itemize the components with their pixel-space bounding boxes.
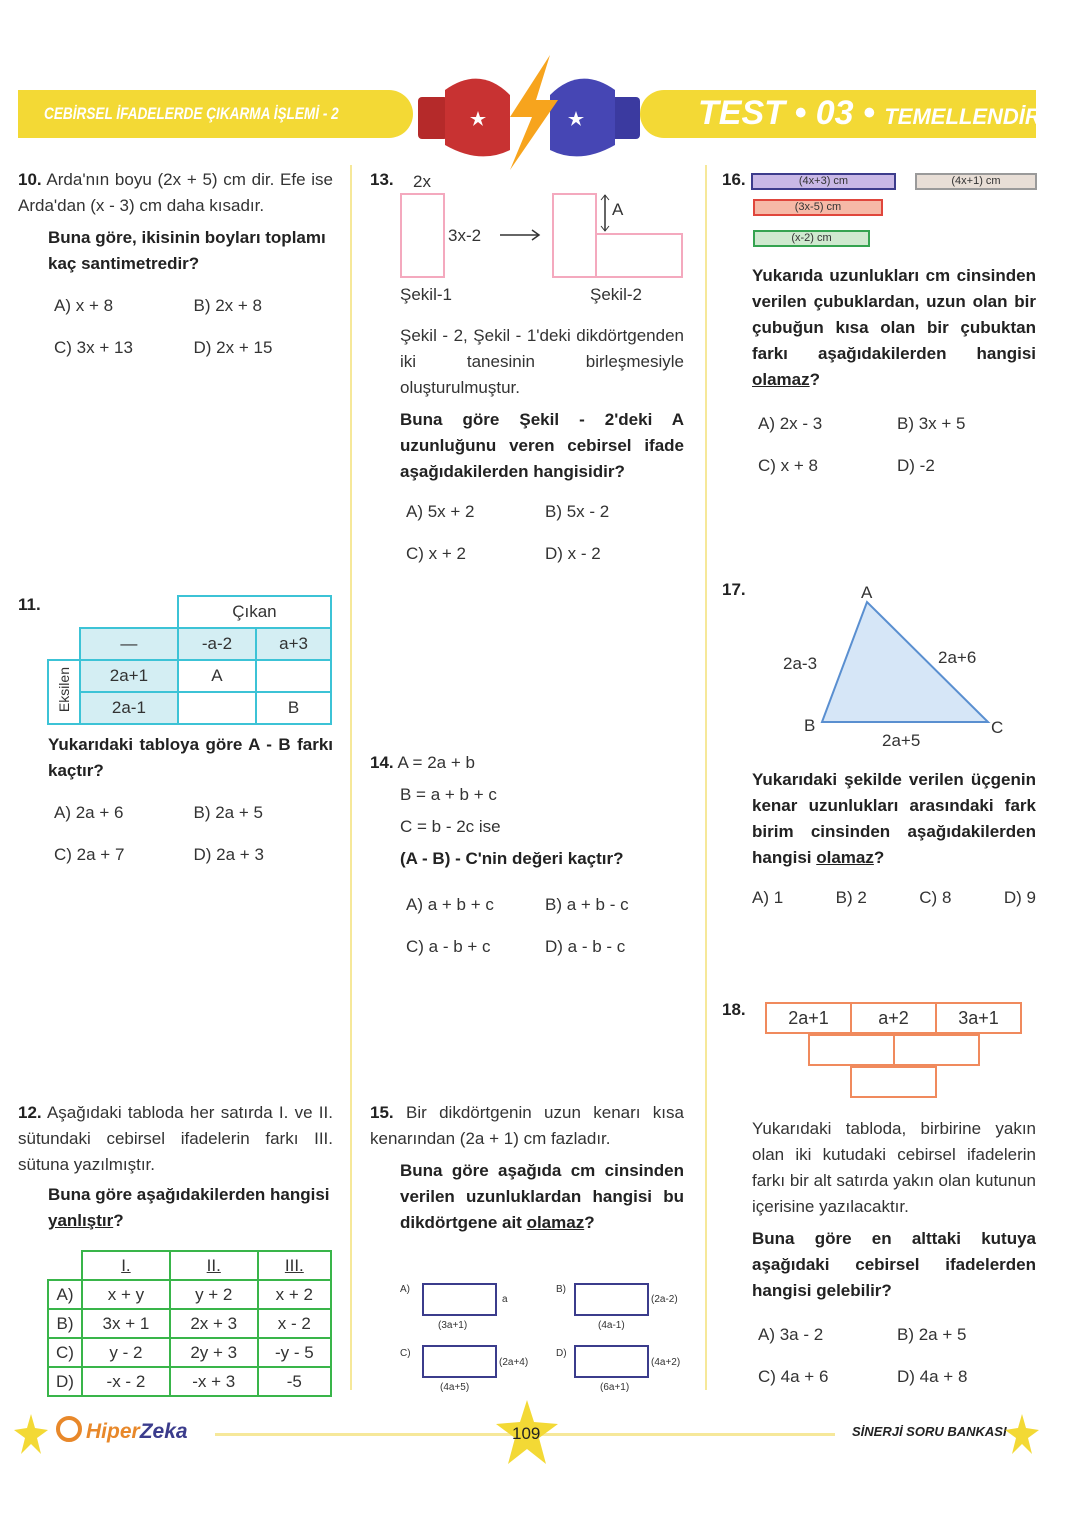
side-bc: 2a+5 [882,731,921,750]
option-b[interactable]: B) 5x - 2 [545,502,610,521]
question-16: Yukarıda uzunlukları cm cinsinden verilen çubuklardan, uzun olan bir çubuğun kısa olan bir çubuktan farkı aşağıdakilerden hangisi olamaz? A) 2x - 3 B) 3x + 5 C) x + 8 D) -2 [752,263,1036,479]
option-a[interactable]: A) x + 8 [54,296,114,315]
page-number: 109 [512,1424,541,1443]
option-b[interactable]: B) 2a + 5 [193,803,263,822]
question-15: 15. Bir dikdörtgenin uzun kenarı kısa kenarından (2a + 1) cm fazladır. Buna göre aşağıda cm cinsinden verilen uzunluklardan hangisi bu dikdörtgene ait olamaz? [370,1103,684,1232]
test-title: TEST • 03 • TEMELLENDİRME [698,94,1074,132]
question-17: Yukarıdaki şekilde verilen üçgenin kenar uzunlukları arasındaki fark birim cinsinden aşağıdakilerden hangisi olamaz? A) 1 B) 2 C) 8 D) 9 [752,767,1036,911]
option-d[interactable]: D) a - b - c [545,937,626,956]
expressions-table: I. II. III. A) x + y y + 2 x + 2 B) 3x + 1 2x + 3 x - 2 C) y - 2 2y + 3 -y - 5 D) -x - 2 -x + 3 -5 [47,1250,332,1397]
label-3x-2: 3x-2 [448,226,482,245]
question-12: 12. Aşağıdaki tabloda her satırda I. ve II. sütundaki cebirsel ifadelerin farkı III. sütuna yazılmıştır. Buna göre aşağıdakilerden hangisi yanlıştır? [18,1103,333,1230]
question-18: Yukarıdaki tabloda, birbirine yakın olan iki kutudaki cebirsel ifadelerin farkı bir alt satırda yakın olan kutunun içerisine yazılacaktır. Buna göre en alttaki kutuya aşağıdaki cebirsel ifadelerden hangisi gelebilir? A) 3a - 2 B) 2a + 5 C) 4a + 6 D) 4a + 8 [752,1116,1036,1390]
book-title: SİNERJİ SORU BANKASI [852,1424,1007,1439]
rectangle-fig2-horizontal [595,233,683,278]
boxing-gloves-icon [410,55,650,170]
question-14: 14. A = 2a + b B = a + b + c C = b - 2c ise (A - B) - C'nin değeri kaçtır? A) a + b + c B) a + b - c C) a - b + c D) a - b - c [370,747,684,963]
vertex-c: C [991,718,1004,737]
label-2x: 2x [413,172,431,191]
rectangle-fig2-vertical [552,193,597,278]
figure-2-caption: Şekil-2 [590,285,642,304]
option-d[interactable]: D) -2 [897,456,935,475]
eksilen-label: Eksilen [56,666,72,713]
option-b[interactable]: B) 3x + 5 [897,414,966,433]
column-divider [705,165,707,1390]
question-11: Yukarıdaki tabloya göre A - B farkı kaçtır? A) 2a + 6 B) 2a + 5 C) 2a + 7 D) 2a + 3 [48,732,333,868]
star-icon [14,1414,48,1454]
option-b[interactable]: B) 2 [835,888,867,907]
box-middle-1 [808,1034,895,1066]
option-d[interactable]: D) 4a + 8 [897,1367,968,1386]
rod-4x-plus-3: (4x+3) cm [751,173,896,190]
question-17-number: 17. [722,580,746,599]
option-c[interactable]: C) 2a + 7 [54,845,125,864]
option-c[interactable]: C) x + 8 [758,456,818,475]
side-ab: 2a-3 [783,654,818,673]
logo-icon [56,1416,82,1442]
option-a[interactable]: A) 1 [752,888,784,907]
option-d[interactable]: D) x - 2 [545,544,601,563]
subtraction-table: Çıkan — -a-2 a+3 Eksilen 2a+1 A 2a-1 B [47,595,332,725]
option-a[interactable]: A) 2x - 3 [758,414,823,433]
rod-x-minus-2: (x-2) cm [753,230,870,247]
arrow-right-icon [500,228,542,242]
side-ac: 2a+6 [938,648,977,667]
option-c[interactable]: C) a - b + c [406,937,491,956]
rectangle-fig1 [400,193,445,278]
question-11-number: 11. [18,595,41,614]
question-18-number: 18. [722,1000,746,1019]
column-divider [350,165,352,1390]
option-a[interactable]: A) 2a + 6 [54,803,124,822]
option-a[interactable]: A) 5x + 2 [406,502,475,521]
box-bottom [850,1066,937,1098]
option-c[interactable]: C) 8 [919,888,952,907]
vertex-a: A [861,583,873,602]
option-b[interactable]: B) 2x + 8 [193,296,263,315]
option-a[interactable]: A) 3a - 2 [758,1325,824,1344]
box-middle-2 [893,1034,980,1066]
option-d[interactable]: D) 9 [1003,888,1036,907]
option-c[interactable]: C) 3x + 13 [54,338,133,357]
option-d[interactable]: D) 2x + 15 [193,338,273,357]
double-arrow-icon [600,194,610,232]
question-10: 10. Arda'nın boyu (2x + 5) cm dir. Efe ise Arda'dan (x - 3) cm daha kısadır. Buna göre, ikisinin boyları toplamı kaç santimetredir? A) x + 8 B) 2x + 8 C) 3x + 13 D) 2x + 15 [18,167,333,361]
option-a[interactable]: A) a + b + c [406,895,494,914]
figure-1-caption: Şekil-1 [400,285,452,304]
publisher-logo: HiperZeka [86,1420,188,1443]
option-b[interactable]: B) a + b - c [545,895,629,914]
label-a: A [612,200,624,219]
question-16-number: 16. [722,170,746,189]
option-d[interactable]: D) 2a + 3 [193,845,264,864]
box-top-1: 2a+1 [765,1002,852,1034]
star-icon [1005,1414,1039,1454]
vertex-b: B [804,716,816,735]
box-top-2: a+2 [850,1002,937,1034]
option-c[interactable]: C) 4a + 6 [758,1367,829,1386]
question-13: Şekil - 2, Şekil - 1'deki dikdörtgenden iki tanesinin birleşmesiyle oluşturulmuştur. Buna göre Şekil - 2'deki A uzunluğunu veren cebirsel ifade aşağıdakilerden hangisidir? A) 5x + 2 B) 5x - 2 C) x + 2 D) x - 2 [400,323,684,567]
unit-title: CEBİRSEL İFADELERDE ÇIKARMA İŞLEMİ - 2 [44,104,339,123]
option-c[interactable]: C) x + 2 [406,544,466,563]
question-13-number: 13. [370,170,394,189]
rod-4x-plus-1: (4x+1) cm [915,173,1037,190]
rod-3x-minus-5: (3x-5) cm [753,199,883,216]
option-b[interactable]: B) 2a + 5 [897,1325,967,1344]
box-top-3: 3a+1 [935,1002,1022,1034]
